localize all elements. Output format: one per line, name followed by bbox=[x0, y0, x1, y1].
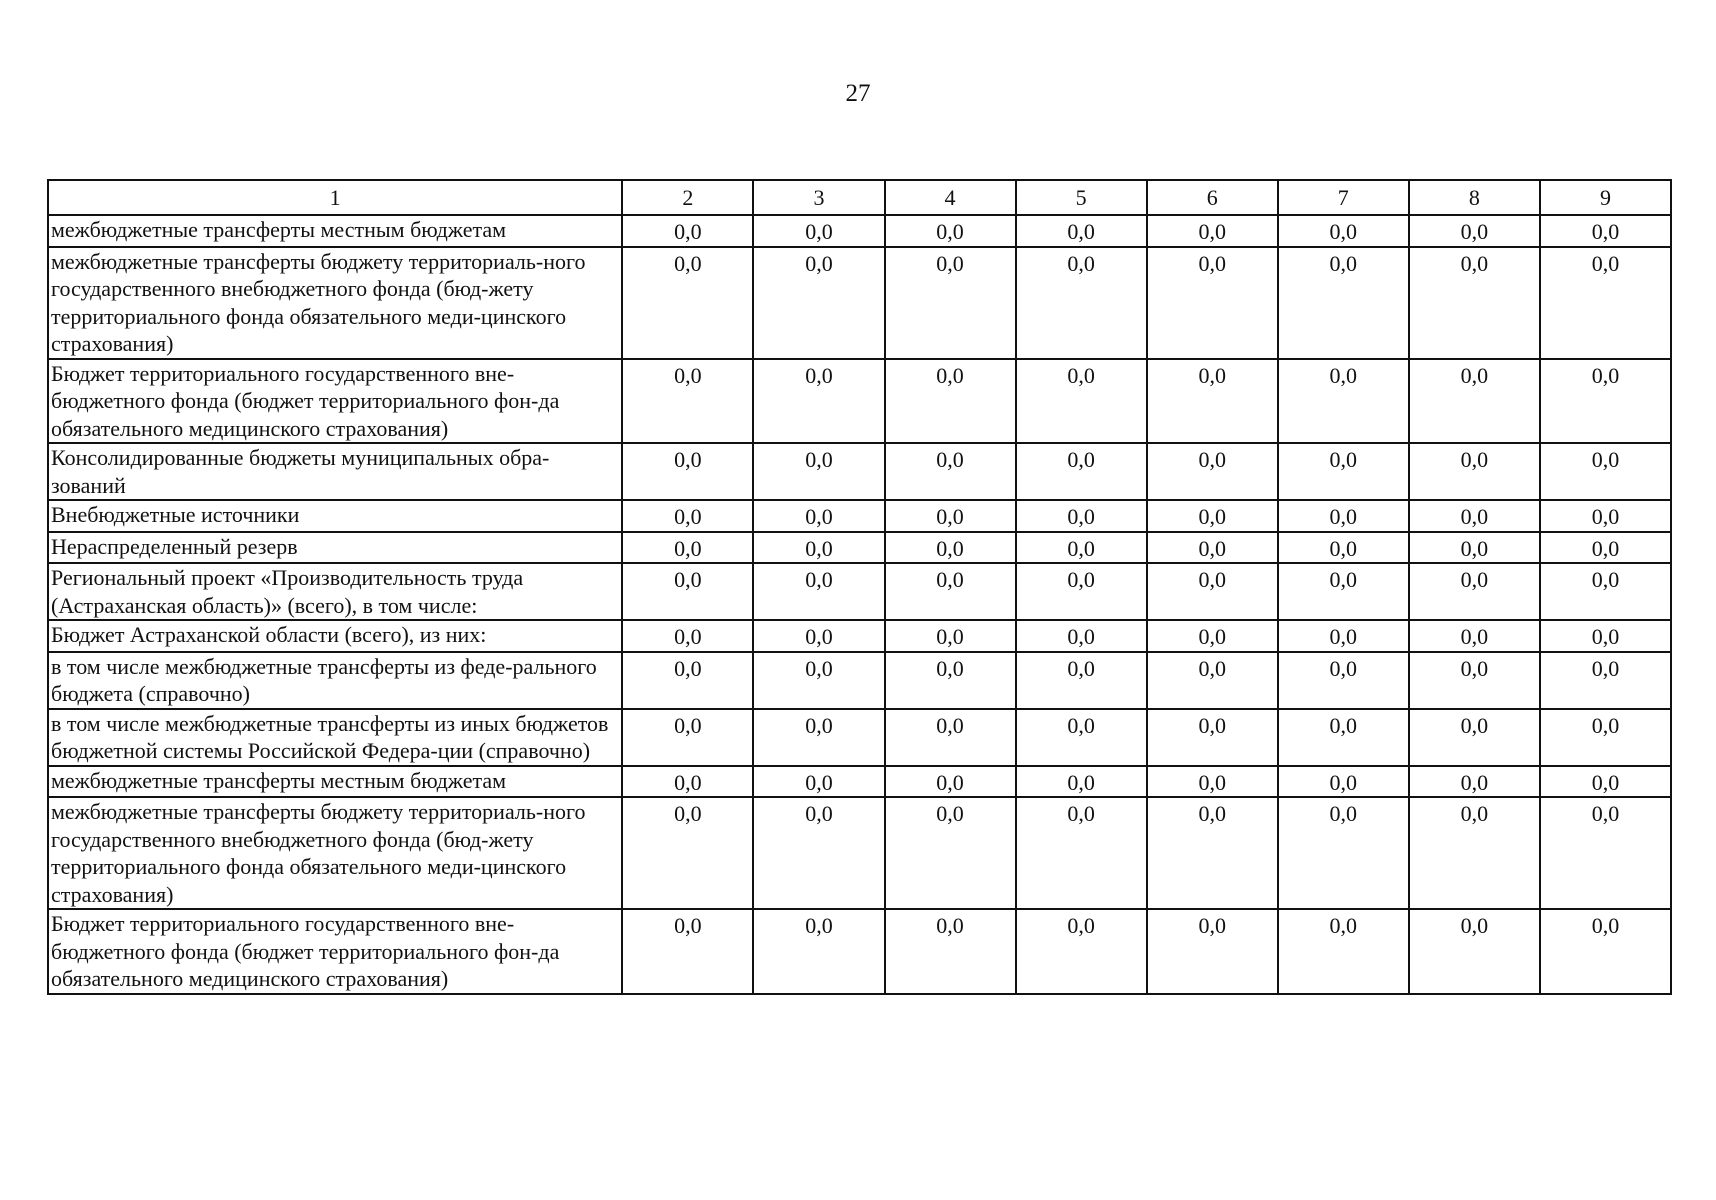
value-cell: 0,0 bbox=[885, 563, 1016, 620]
value-cell: 0,0 bbox=[753, 652, 884, 709]
value-cell: 0,0 bbox=[1540, 909, 1671, 994]
value-cell: 0,0 bbox=[885, 532, 1016, 564]
value-cell: 0,0 bbox=[1278, 247, 1409, 359]
table-body bbox=[48, 215, 1671, 994]
value-cell: 0,0 bbox=[1147, 620, 1278, 652]
value-cell: 0,0 bbox=[1147, 359, 1278, 444]
value-cell: 0,0 bbox=[885, 652, 1016, 709]
value-cell: 0,0 bbox=[753, 620, 884, 652]
value-cell: 0,0 bbox=[1016, 652, 1147, 709]
column-header-4: 4 bbox=[885, 180, 1016, 215]
value-cell: 0,0 bbox=[753, 563, 884, 620]
value-cell: 0,0 bbox=[1278, 652, 1409, 709]
value-cell: 0,0 bbox=[1409, 215, 1540, 247]
value-cell: 0,0 bbox=[1147, 532, 1278, 564]
value-cell: 0,0 bbox=[1409, 620, 1540, 652]
value-cell: 0,0 bbox=[1409, 359, 1540, 444]
value-cell: 0,0 bbox=[1540, 359, 1671, 444]
row-label: Нераспределенный резерв bbox=[48, 532, 622, 564]
column-header-9: 9 bbox=[1540, 180, 1671, 215]
column-header-8: 8 bbox=[1409, 180, 1540, 215]
table-row bbox=[48, 709, 1671, 766]
row-label: межбюджетные трансферты местным бюджетам bbox=[48, 766, 622, 798]
value-cell: 0,0 bbox=[1278, 500, 1409, 532]
value-cell: 0,0 bbox=[1016, 215, 1147, 247]
row-label: Внебюджетные источники bbox=[48, 500, 622, 532]
column-header-2: 2 bbox=[622, 180, 753, 215]
value-cell: 0,0 bbox=[1147, 563, 1278, 620]
value-cell: 0,0 bbox=[1016, 532, 1147, 564]
table-row bbox=[48, 500, 1671, 532]
value-cell: 0,0 bbox=[885, 247, 1016, 359]
value-cell: 0,0 bbox=[885, 443, 1016, 500]
value-cell: 0,0 bbox=[622, 620, 753, 652]
value-cell: 0,0 bbox=[753, 909, 884, 994]
value-cell: 0,0 bbox=[1540, 652, 1671, 709]
value-cell: 0,0 bbox=[753, 766, 884, 798]
value-cell: 0,0 bbox=[1016, 500, 1147, 532]
table-row bbox=[48, 563, 1671, 620]
value-cell: 0,0 bbox=[1540, 247, 1671, 359]
row-label: межбюджетные трансферты местным бюджетам bbox=[48, 215, 622, 247]
value-cell: 0,0 bbox=[622, 766, 753, 798]
value-cell: 0,0 bbox=[885, 359, 1016, 444]
table-row bbox=[48, 909, 1671, 994]
column-header-7: 7 bbox=[1278, 180, 1409, 215]
value-cell: 0,0 bbox=[622, 247, 753, 359]
value-cell: 0,0 bbox=[1540, 563, 1671, 620]
value-cell: 0,0 bbox=[1540, 443, 1671, 500]
table-row bbox=[48, 532, 1671, 564]
value-cell: 0,0 bbox=[1409, 909, 1540, 994]
value-cell: 0,0 bbox=[1147, 443, 1278, 500]
value-cell: 0,0 bbox=[622, 652, 753, 709]
value-cell: 0,0 bbox=[622, 215, 753, 247]
value-cell: 0,0 bbox=[622, 909, 753, 994]
header-row bbox=[48, 180, 1671, 215]
table-row bbox=[48, 797, 1671, 909]
value-cell: 0,0 bbox=[1147, 797, 1278, 909]
value-cell: 0,0 bbox=[1409, 247, 1540, 359]
value-cell: 0,0 bbox=[1016, 620, 1147, 652]
row-label: Бюджет территориального государственного вне-бюджетного фонда (бюджет территориального фон-да обязательного медицинского страхования) bbox=[48, 359, 622, 444]
value-cell: 0,0 bbox=[1278, 766, 1409, 798]
value-cell: 0,0 bbox=[1409, 443, 1540, 500]
value-cell: 0,0 bbox=[1147, 500, 1278, 532]
budget-table bbox=[47, 179, 1672, 995]
table-row bbox=[48, 620, 1671, 652]
value-cell: 0,0 bbox=[1278, 709, 1409, 766]
value-cell: 0,0 bbox=[1540, 766, 1671, 798]
value-cell: 0,0 bbox=[885, 797, 1016, 909]
row-label: Бюджет Астраханской области (всего), из них: bbox=[48, 620, 622, 652]
row-label: в том числе межбюджетные трансферты из феде-рального бюджета (справочно) bbox=[48, 652, 622, 709]
value-cell: 0,0 bbox=[622, 709, 753, 766]
value-cell: 0,0 bbox=[1016, 766, 1147, 798]
value-cell: 0,0 bbox=[885, 215, 1016, 247]
value-cell: 0,0 bbox=[1147, 766, 1278, 798]
value-cell: 0,0 bbox=[753, 500, 884, 532]
value-cell: 0,0 bbox=[622, 532, 753, 564]
value-cell: 0,0 bbox=[1278, 909, 1409, 994]
value-cell: 0,0 bbox=[1409, 500, 1540, 532]
value-cell: 0,0 bbox=[885, 620, 1016, 652]
value-cell: 0,0 bbox=[753, 709, 884, 766]
column-header-3: 3 bbox=[753, 180, 884, 215]
value-cell: 0,0 bbox=[1409, 766, 1540, 798]
value-cell: 0,0 bbox=[1016, 563, 1147, 620]
value-cell: 0,0 bbox=[1016, 909, 1147, 994]
value-cell: 0,0 bbox=[1147, 909, 1278, 994]
value-cell: 0,0 bbox=[1409, 563, 1540, 620]
value-cell: 0,0 bbox=[753, 359, 884, 444]
value-cell: 0,0 bbox=[1540, 532, 1671, 564]
table-row bbox=[48, 766, 1671, 798]
row-label: межбюджетные трансферты бюджету территориаль-ного государственного внебюджетного фонда (бюд-жету территориального фонда обязательного меди-цинского страхования) bbox=[48, 797, 622, 909]
value-cell: 0,0 bbox=[622, 359, 753, 444]
value-cell: 0,0 bbox=[885, 766, 1016, 798]
table-row bbox=[48, 215, 1671, 247]
page-number: 27 bbox=[845, 80, 871, 107]
value-cell: 0,0 bbox=[1147, 215, 1278, 247]
value-cell: 0,0 bbox=[1147, 247, 1278, 359]
value-cell: 0,0 bbox=[1540, 797, 1671, 909]
row-label: Консолидированные бюджеты муниципальных обра-зований bbox=[48, 443, 622, 500]
value-cell: 0,0 bbox=[753, 797, 884, 909]
value-cell: 0,0 bbox=[1278, 215, 1409, 247]
row-label: Бюджет территориального государственного вне-бюджетного фонда (бюджет территориального фон-да обязательного медицинского страхования) bbox=[48, 909, 622, 994]
value-cell: 0,0 bbox=[885, 500, 1016, 532]
value-cell: 0,0 bbox=[1278, 532, 1409, 564]
table-row bbox=[48, 247, 1671, 359]
table-row bbox=[48, 652, 1671, 709]
value-cell: 0,0 bbox=[885, 909, 1016, 994]
column-header-1: 1 bbox=[48, 180, 622, 215]
value-cell: 0,0 bbox=[1409, 709, 1540, 766]
value-cell: 0,0 bbox=[1016, 247, 1147, 359]
value-cell: 0,0 bbox=[1409, 652, 1540, 709]
value-cell: 0,0 bbox=[885, 709, 1016, 766]
value-cell: 0,0 bbox=[1278, 443, 1409, 500]
value-cell: 0,0 bbox=[1540, 215, 1671, 247]
value-cell: 0,0 bbox=[1147, 709, 1278, 766]
table-row bbox=[48, 359, 1671, 444]
value-cell: 0,0 bbox=[622, 797, 753, 909]
value-cell: 0,0 bbox=[622, 443, 753, 500]
value-cell: 0,0 bbox=[1409, 532, 1540, 564]
value-cell: 0,0 bbox=[1016, 359, 1147, 444]
value-cell: 0,0 bbox=[622, 563, 753, 620]
value-cell: 0,0 bbox=[1278, 797, 1409, 909]
value-cell: 0,0 bbox=[1540, 500, 1671, 532]
value-cell: 0,0 bbox=[1278, 359, 1409, 444]
value-cell: 0,0 bbox=[1147, 652, 1278, 709]
value-cell: 0,0 bbox=[753, 532, 884, 564]
row-label: Региональный проект «Производительность труда (Астраханская область)» (всего), в том числе: bbox=[48, 563, 622, 620]
column-header-6: 6 bbox=[1147, 180, 1278, 215]
value-cell: 0,0 bbox=[1278, 620, 1409, 652]
value-cell: 0,0 bbox=[1540, 709, 1671, 766]
value-cell: 0,0 bbox=[1016, 709, 1147, 766]
value-cell: 0,0 bbox=[1016, 443, 1147, 500]
value-cell: 0,0 bbox=[1409, 797, 1540, 909]
column-header-5: 5 bbox=[1016, 180, 1147, 215]
value-cell: 0,0 bbox=[1278, 563, 1409, 620]
value-cell: 0,0 bbox=[753, 443, 884, 500]
value-cell: 0,0 bbox=[753, 215, 884, 247]
value-cell: 0,0 bbox=[1540, 620, 1671, 652]
value-cell: 0,0 bbox=[622, 500, 753, 532]
row-label: в том числе межбюджетные трансферты из иных бюджетов бюджетной системы Российской Федера-ции (справочно) bbox=[48, 709, 622, 766]
value-cell: 0,0 bbox=[753, 247, 884, 359]
table-row bbox=[48, 443, 1671, 500]
value-cell: 0,0 bbox=[1016, 797, 1147, 909]
row-label: межбюджетные трансферты бюджету территориаль-ного государственного внебюджетного фонда (бюд-жету территориального фонда обязательного меди-цинского страхования) bbox=[48, 247, 622, 359]
